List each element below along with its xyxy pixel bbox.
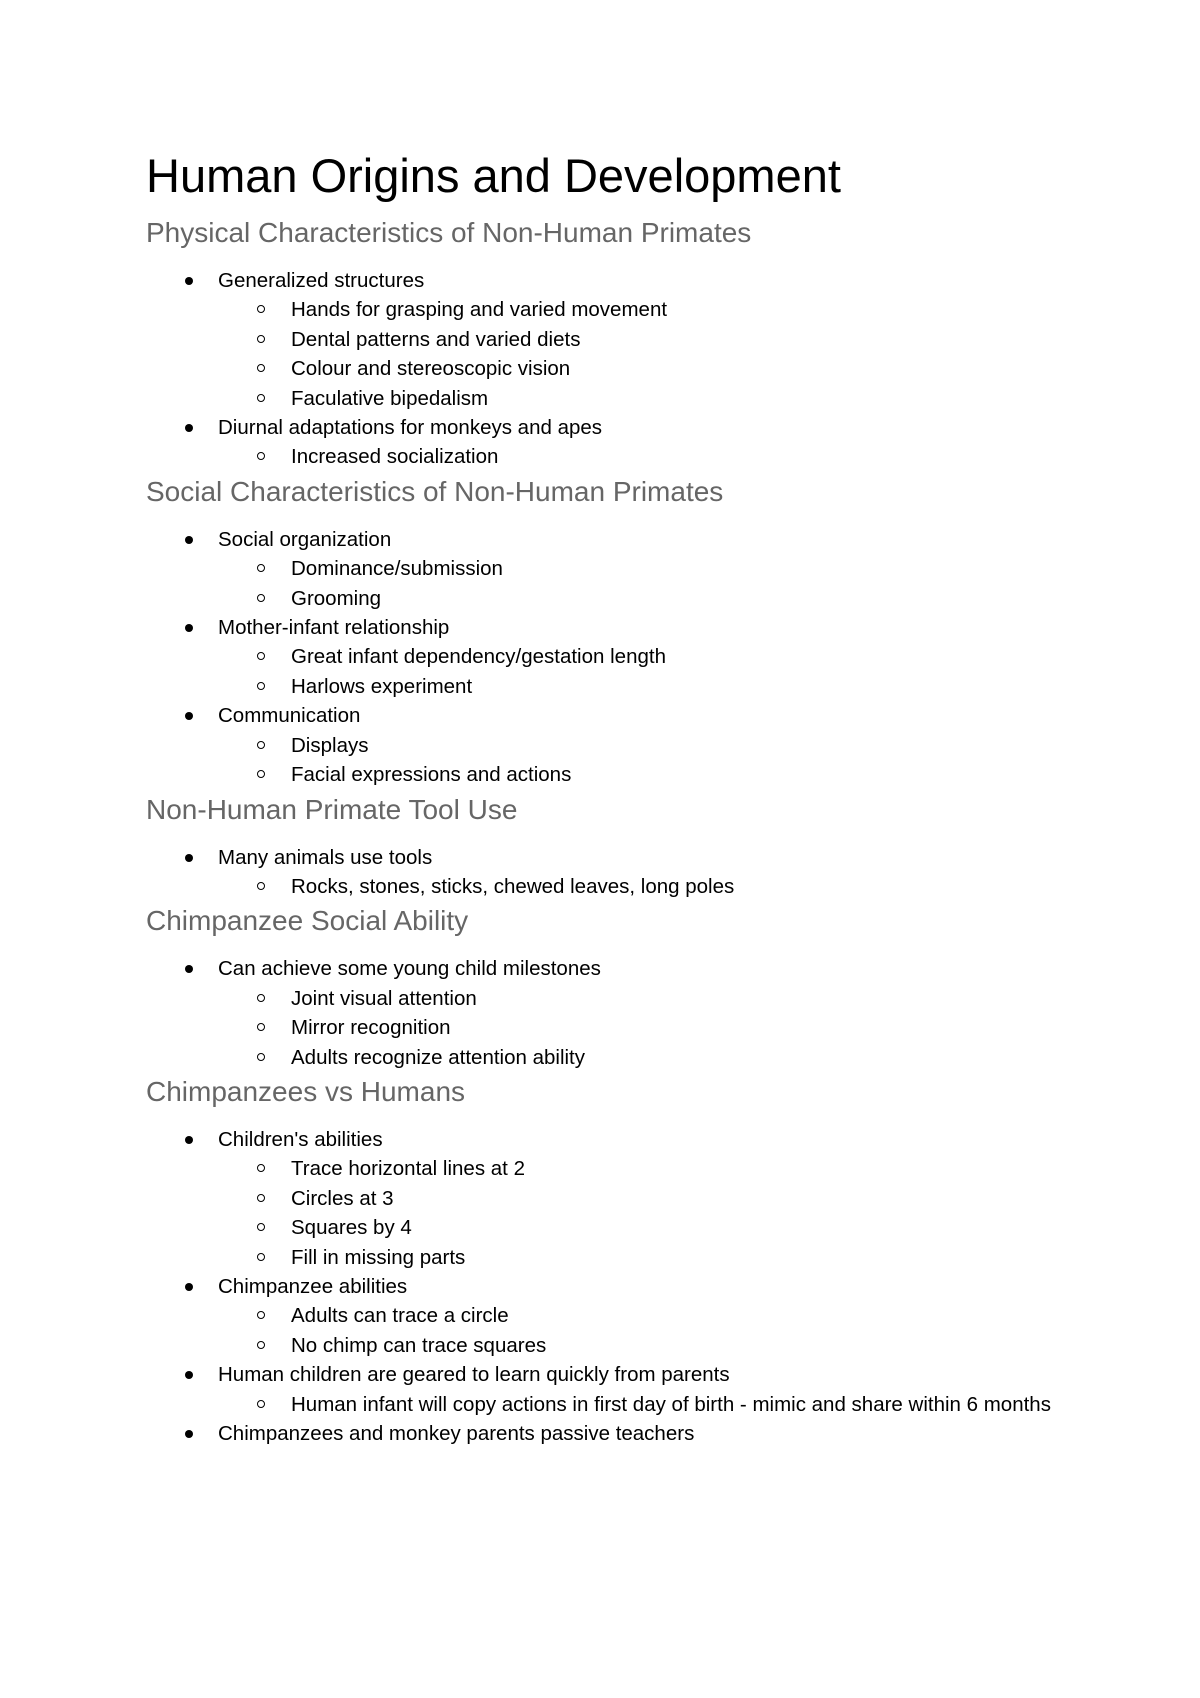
sub-list-item [146, 642, 1100, 671]
section [146, 1072, 1100, 1448]
bullet-icon [185, 1430, 193, 1438]
sub-list-item [146, 731, 1100, 760]
bullet-icon [185, 1371, 193, 1379]
hollow-bullet-icon [257, 1341, 265, 1349]
sub-list-item-text: Faculative bipedalism [291, 386, 489, 410]
sub-list-item [146, 295, 1100, 324]
hollow-bullet-icon [257, 652, 265, 660]
hollow-bullet-icon [257, 741, 265, 749]
hollow-bullet-icon [257, 1223, 265, 1231]
sub-list-item-text: Adults recognize attention ability [291, 1045, 586, 1069]
hollow-bullet-icon [257, 882, 265, 890]
list-item-text: Communication [218, 704, 361, 728]
page-title: Human Origins and Development [146, 149, 841, 202]
bullet-icon [185, 536, 193, 544]
hollow-bullet-icon [257, 305, 265, 313]
list-item [146, 1360, 1100, 1389]
sub-list-item-text: Grooming [291, 586, 382, 610]
bullet-list [146, 954, 1100, 1072]
section-heading: Chimpanzee Social Ability [146, 905, 469, 937]
sub-list-item [146, 1390, 1100, 1419]
section-heading: Non-Human Primate Tool Use [146, 793, 518, 825]
sub-list-item [146, 1154, 1100, 1183]
sub-list-item [146, 584, 1100, 613]
sub-list-item-text: Dominance/submission [291, 557, 503, 581]
list-item [146, 843, 1100, 872]
hollow-bullet-icon [257, 1164, 265, 1172]
list-item [146, 613, 1100, 642]
hollow-bullet-icon [257, 564, 265, 572]
list-item-text: Diurnal adaptations for monkeys and apes [218, 416, 603, 440]
bullet-icon [185, 424, 193, 432]
sub-list-item-text: Joint visual attention [291, 986, 477, 1010]
sections-container [146, 213, 1100, 1448]
sub-list-item [146, 354, 1100, 383]
sub-list-item [146, 325, 1100, 354]
sub-list-item [146, 1243, 1100, 1272]
sub-list-item-text: Increased socialization [291, 445, 499, 469]
section [146, 213, 1100, 472]
sub-list-item-text: Circles at 3 [291, 1186, 394, 1210]
sub-list-item [146, 872, 1100, 901]
sub-list-item-text: Harlows experiment [291, 674, 473, 698]
sub-list-item-text: Great infant dependency/gestation length [291, 645, 666, 669]
list-item [146, 413, 1100, 442]
bullet-icon [185, 277, 193, 285]
list-item-text: Chimpanzees and monkey parents passive teachers [218, 1422, 695, 1445]
sub-list-item-text: Hands for grasping and varied movement [291, 298, 668, 322]
bullet-icon [185, 712, 193, 720]
list-item [146, 525, 1100, 554]
list-item-text: Human children are geared to learn quickly from parents [218, 1363, 730, 1387]
hollow-bullet-icon [257, 1053, 265, 1061]
bullet-icon [185, 1283, 193, 1291]
hollow-bullet-icon [257, 1253, 265, 1261]
hollow-bullet-icon [257, 1311, 265, 1319]
bullet-list [146, 1125, 1100, 1448]
list-item [146, 701, 1100, 730]
hollow-bullet-icon [257, 364, 265, 372]
list-item-text: Chimpanzee abilities [218, 1274, 408, 1298]
sub-list-item [146, 1213, 1100, 1242]
bullet-icon [185, 624, 193, 632]
sub-list-item-text: Dental patterns and varied diets [291, 327, 581, 351]
sub-list-item-text: Squares by 4 [291, 1216, 412, 1240]
list-item-text: Social organization [218, 527, 392, 551]
sub-list-item-text: No chimp can trace squares [291, 1333, 547, 1357]
sub-list-item-text: Human infant will copy actions in first day of birth - mimic and share within 6 months [291, 1392, 1051, 1416]
hollow-bullet-icon [257, 994, 265, 1002]
hollow-bullet-icon [257, 394, 265, 402]
sub-list-item [146, 442, 1100, 471]
section [146, 472, 1100, 790]
sub-list-item [146, 1013, 1100, 1042]
hollow-bullet-icon [257, 1400, 265, 1408]
section-heading: Chimpanzees vs Humans [146, 1075, 466, 1107]
bullet-icon [185, 854, 193, 862]
list-item [146, 1272, 1100, 1301]
list-item [146, 1125, 1100, 1154]
section [146, 901, 1100, 1072]
hollow-bullet-icon [257, 682, 265, 690]
sub-list-item [146, 1331, 1100, 1360]
hollow-bullet-icon [257, 1023, 265, 1031]
sub-list-item [146, 384, 1100, 413]
sub-list-item-text: Mirror recognition [291, 1016, 451, 1040]
bullet-icon [185, 965, 193, 973]
list-item-text: Children's abilities [218, 1127, 383, 1151]
list-item-text: Can achieve some young child milestones [218, 957, 601, 981]
hollow-bullet-icon [257, 452, 265, 460]
list-item-text: Many animals use tools [218, 845, 433, 869]
section-heading: Physical Characteristics of Non-Human Primates [146, 217, 752, 248]
list-item-text: Mother-infant relationship [218, 616, 450, 640]
sub-list-item [146, 760, 1100, 789]
bullet-list [146, 525, 1100, 790]
section-heading: Social Characteristics of Non-Human Primates [146, 475, 724, 507]
list-item [146, 954, 1100, 983]
bullet-list [146, 843, 1100, 902]
sub-list-item [146, 1184, 1100, 1213]
sub-list-item-text: Displays [291, 733, 369, 757]
sub-list-item [146, 984, 1100, 1013]
list-item [146, 266, 1100, 295]
hollow-bullet-icon [257, 594, 265, 602]
sub-list-item-text: Rocks, stones, sticks, chewed leaves, long poles [291, 874, 735, 898]
sub-list-item-text: Colour and stereoscopic vision [291, 357, 571, 381]
list-item-text: Generalized structures [218, 269, 425, 292]
hollow-bullet-icon [257, 1194, 265, 1202]
sub-list-item-text: Trace horizontal lines at 2 [291, 1157, 525, 1181]
hollow-bullet-icon [257, 770, 265, 778]
sub-list-item [146, 1043, 1100, 1072]
bullet-icon [185, 1136, 193, 1144]
sub-list-item-text: Facial expressions and actions [291, 763, 572, 787]
sub-list-item [146, 672, 1100, 701]
hollow-bullet-icon [257, 335, 265, 343]
list-item [146, 1419, 1100, 1448]
sub-list-item [146, 1301, 1100, 1330]
sub-list-item [146, 554, 1100, 583]
bullet-list [146, 266, 1100, 472]
sub-list-item-text: Adults can trace a circle [291, 1304, 509, 1328]
sub-list-item-text: Fill in missing parts [291, 1245, 466, 1269]
section [146, 790, 1100, 902]
